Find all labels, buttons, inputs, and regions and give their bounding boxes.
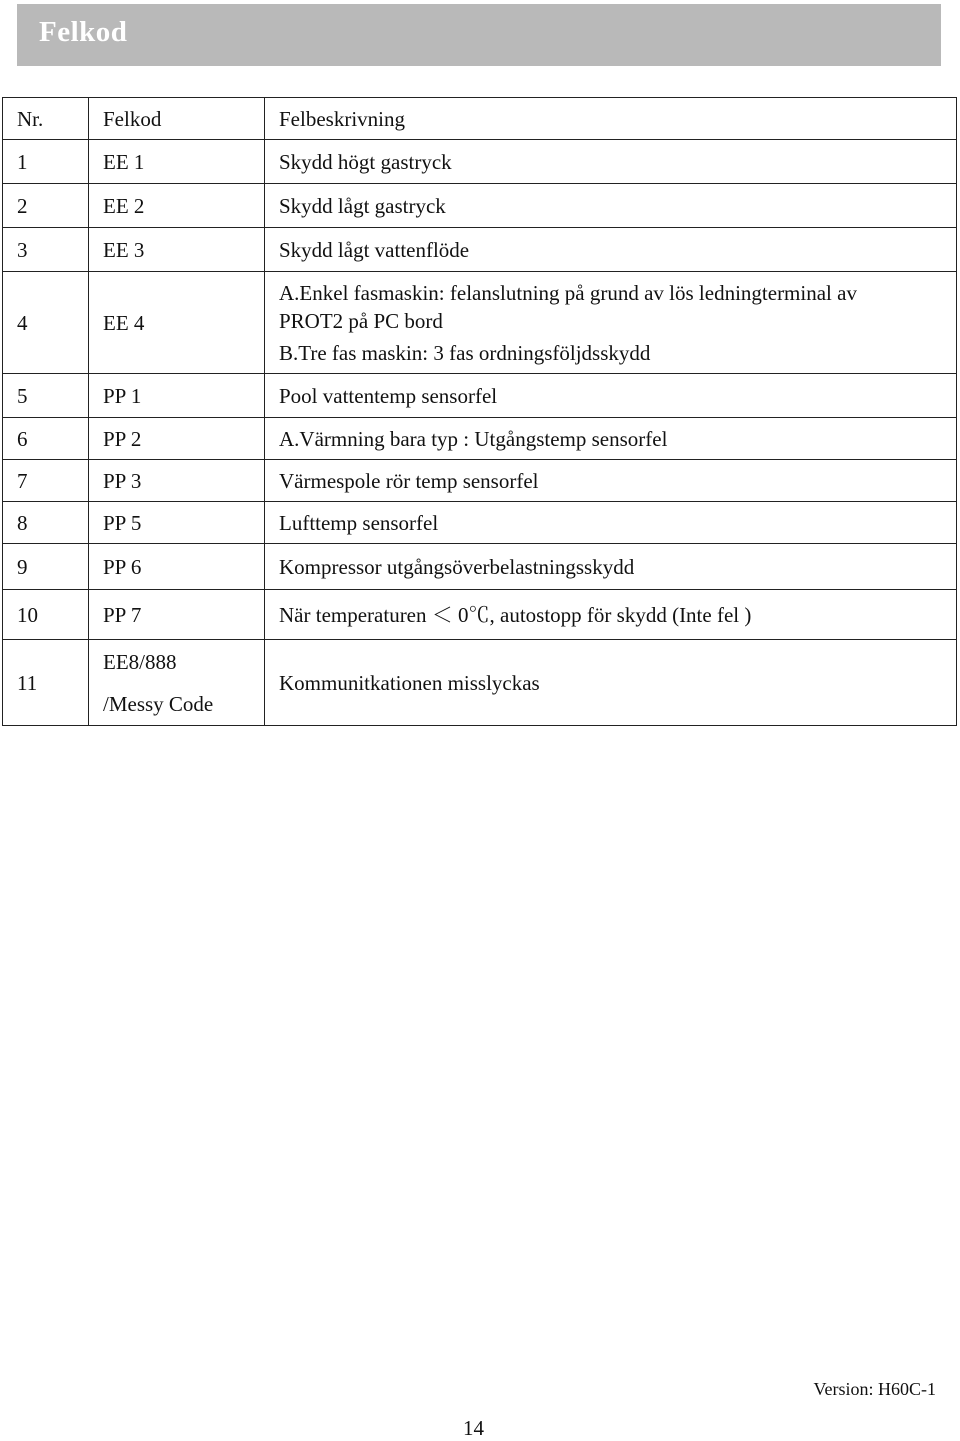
version-label: Version: H60C-1 [813, 1379, 936, 1399]
row-code: PP 2 [89, 418, 265, 460]
row-nr: 3 [3, 228, 89, 272]
code-line: EE8/888 [103, 649, 177, 674]
code-line: /Messy Code [103, 691, 214, 716]
row-description: När temperaturen ＜ 0℃, autostopp för skydd (Inte fel ) [265, 590, 957, 640]
row-nr: 8 [3, 502, 89, 544]
row-nr: 4 [3, 272, 89, 374]
row-description: Kompressor utgångsöverbelastningsskydd [265, 544, 957, 590]
table-row [3, 460, 957, 502]
table-row [3, 184, 957, 228]
row-description: Skydd högt gastryck [265, 140, 957, 184]
table-row [3, 374, 957, 418]
table-row [3, 590, 957, 640]
header-nr: Nr. [3, 98, 89, 140]
row-description: Lufttemp sensorfel [265, 502, 957, 544]
row-description: A.Värmning bara typ : Utgångstemp sensorfel [265, 418, 957, 460]
description-line: A.Enkel fasmaskin: felanslutning på grund av lös ledningterminal av [279, 280, 857, 305]
table-row [3, 544, 957, 590]
row-code: PP 5 [89, 502, 265, 544]
row-description [265, 272, 957, 374]
row-nr: 1 [3, 140, 89, 184]
row-description: Pool vattentemp sensorfel [265, 374, 957, 418]
table-row [3, 640, 957, 726]
row-code: PP 6 [89, 544, 265, 590]
row-code: PP 7 [89, 590, 265, 640]
row-code: EE 2 [89, 184, 265, 228]
row-description: Skydd lågt vattenflöde [265, 228, 957, 272]
row-description: Kommunitkationen misslyckas [265, 640, 957, 726]
row-nr: 5 [3, 374, 89, 418]
row-code: EE 1 [89, 140, 265, 184]
section-banner [17, 4, 941, 66]
row-nr: 9 [3, 544, 89, 590]
header-description: Felbeskrivning [265, 98, 957, 140]
section-title: Felkod [39, 16, 128, 48]
row-nr: 7 [3, 460, 89, 502]
description-line: B.Tre fas maskin: 3 fas ordningsföljdsskydd [279, 340, 651, 365]
table-header-row [3, 98, 957, 140]
row-code [89, 640, 265, 726]
row-description: Värmespole rör temp sensorfel [265, 460, 957, 502]
page-number: 14 [463, 1416, 484, 1440]
header-code: Felkod [89, 98, 265, 140]
table-row [3, 228, 957, 272]
row-nr: 11 [3, 640, 89, 726]
table-row [3, 140, 957, 184]
row-nr: 10 [3, 590, 89, 640]
table-row [3, 418, 957, 460]
row-code: EE 4 [89, 272, 265, 374]
error-code-table [2, 97, 957, 726]
row-nr: 6 [3, 418, 89, 460]
description-line: PROT2 på PC bord [279, 308, 443, 333]
row-code: EE 3 [89, 228, 265, 272]
row-nr: 2 [3, 184, 89, 228]
row-code: PP 3 [89, 460, 265, 502]
row-code: PP 1 [89, 374, 265, 418]
table-row [3, 272, 957, 374]
row-description: Skydd lågt gastryck [265, 184, 957, 228]
table-row [3, 502, 957, 544]
